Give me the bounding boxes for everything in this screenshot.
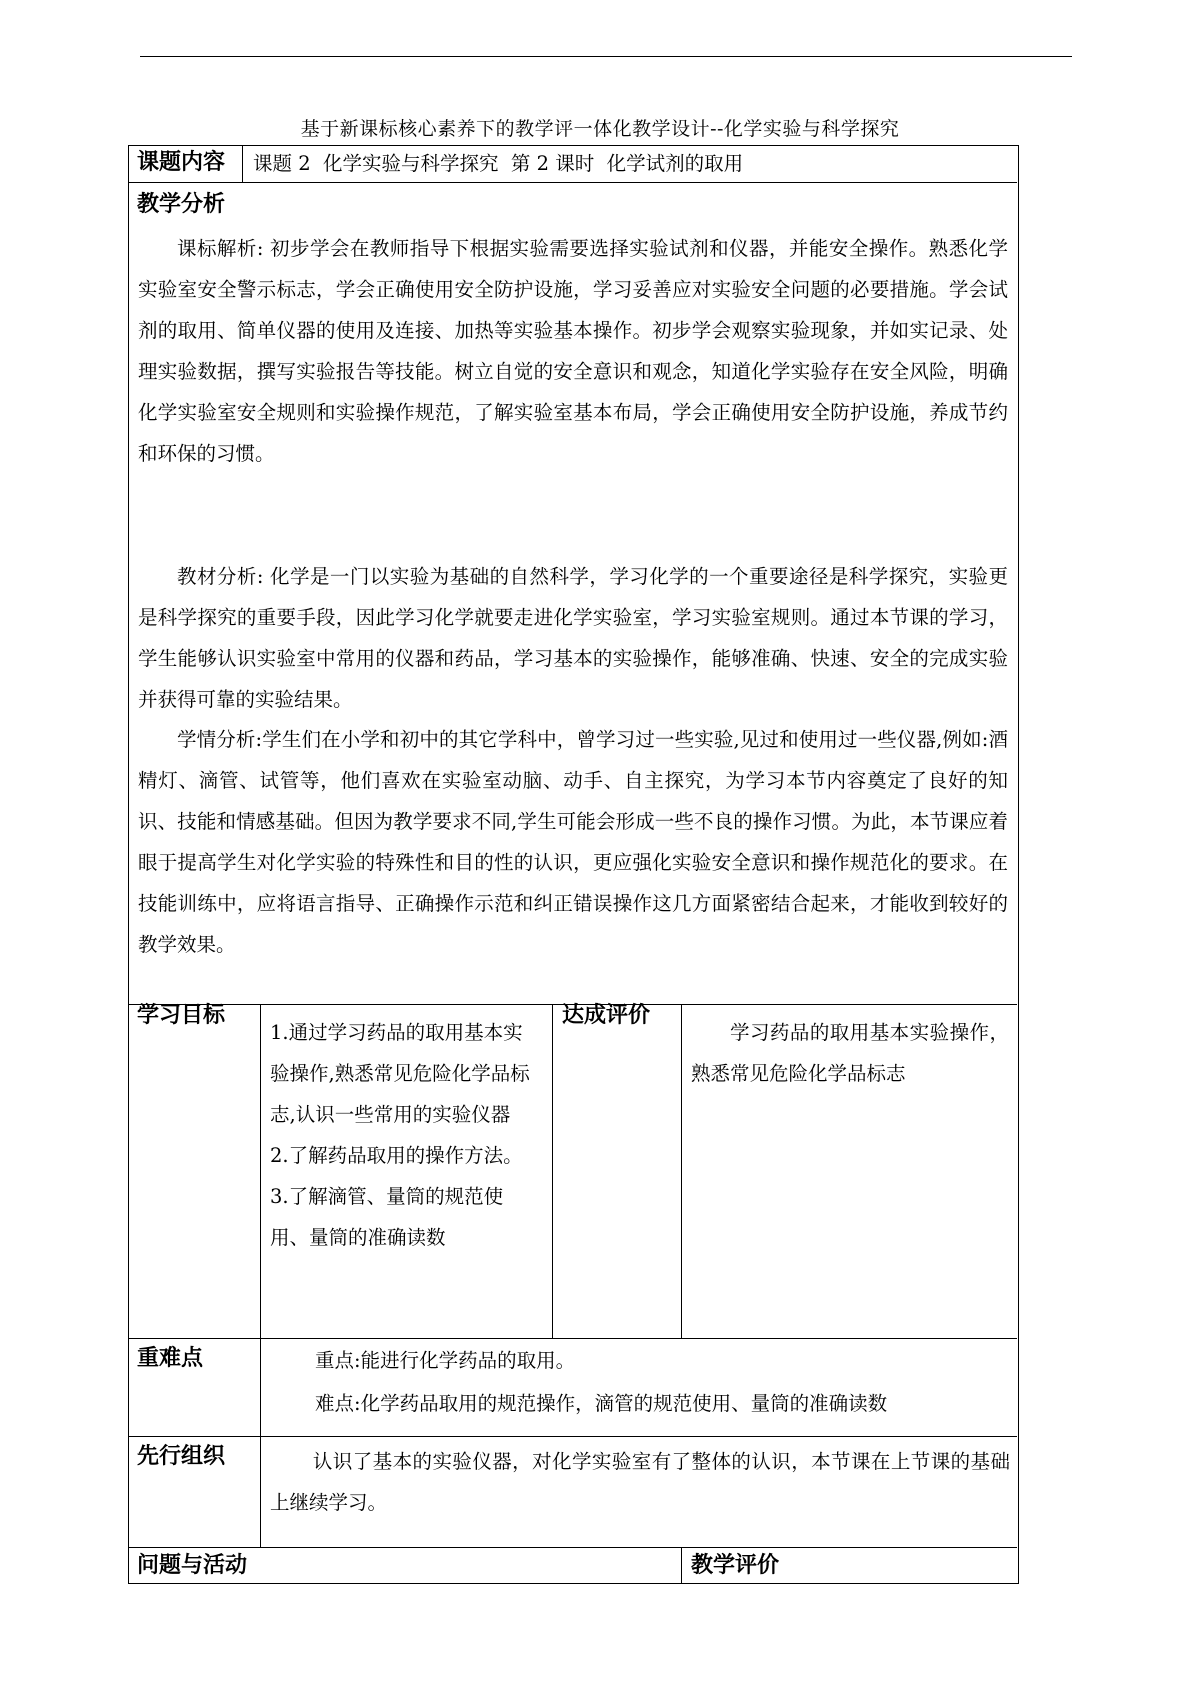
- analysis-student-paragraph: 学情分析:学生们在小学和初中的其它学科中，曾学习过一些实验,见过和使用过一些仪器,例如:酒精灯、滴管、试管等，他们喜欢在实验室动脑、动手、自主探究，为学习本节内容奠定了良好的知识、技能和情感基础。但因为教学要求不同,学生可能会形成一些不良的操作习惯。为此，本节课应着眼于提高学生对化学实验的特殊性和目的性的认识，更应强化实验安全意识和操作规范化的要求。在技能训练中，应将语言指导、正确操作示范和纠正错误操作这几方面紧密结合起来，才能收到较好的教学效果。: [138, 728, 1008, 956]
- col-divider: [552, 1004, 553, 1338]
- objectives-label: 学习目标: [137, 1003, 226, 1028]
- col-divider: [681, 1004, 682, 1338]
- row-divider: [129, 1338, 1017, 1339]
- key-point: 重点:能进行化学药品的取用。: [315, 1349, 576, 1372]
- objective-item: 1.通过学习药品的取用基本实验操作,熟悉常见危险化学品标志,认识一些常用的实验仪器: [270, 1021, 530, 1126]
- objective-item: 2.了解药品取用的操作方法。: [270, 1144, 523, 1167]
- document-title: 基于新课标核心素养下的教学评一体化教学设计--化学实验与科学探究: [300, 118, 900, 140]
- row-divider: [129, 1547, 1017, 1548]
- objectives-list: [270, 1012, 542, 1258]
- analysis-heading: 教学分析: [137, 192, 226, 217]
- topic-label: 课题内容: [137, 150, 226, 175]
- col-divider: [242, 146, 243, 182]
- evaluation-label: 教学评价: [691, 1553, 780, 1578]
- lesson-plan-table: [128, 145, 1019, 1584]
- objective-item: 3.了解滴管、量筒的规范使用、量筒的准确读数: [270, 1185, 504, 1249]
- analysis-curriculum-paragraph: 课标解析: 初步学会在教师指导下根据实验需要选择实验试剂和仪器，并能安全操作。熟悉化学实验室安全警示标志，学会正确使用安全防护设施，学习妥善应对实验安全问题的必要措施。学会试剂的取用、简单仪器的使用及连接、加热等实验基本操作。初步学会观察实验现象，并如实记录、处理实验数据，撰写实验报告等技能。树立自觉的安全意识和观念，知道化学实验存在安全风险，明确化学实验室安全规则和实验操作规范，了解实验室基本布局，学会正确使用安全防护设施，养成节约和环保的习惯。: [138, 237, 1008, 465]
- key-points-label: 重难点: [137, 1346, 204, 1371]
- prior-label: 先行组织: [137, 1444, 226, 1469]
- activities-label: 问题与活动: [137, 1553, 248, 1578]
- assessment-value: 学习药品的取用基本实验操作，熟悉常见危险化学品标志: [691, 1021, 1009, 1085]
- prior-value: 认识了基本的实验仪器，对化学实验室有了整体的认识，本节课在上节课的基础上继续学习。: [270, 1450, 1010, 1514]
- col-divider: [681, 1547, 682, 1584]
- topic-value: 课题 2 化学实验与科学探究 第 2 课时 化学试剂的取用: [253, 152, 744, 175]
- row-divider: [129, 182, 1017, 183]
- difficult-point: 难点:化学药品取用的规范操作，滴管的规范使用、量筒的准确读数: [315, 1392, 888, 1415]
- header-rule: [140, 56, 1072, 57]
- col-divider: [260, 1004, 261, 1547]
- row-divider: [129, 1436, 1017, 1437]
- assessment-label: 达成评价: [562, 1003, 651, 1028]
- analysis-textbook-paragraph: 教材分析: 化学是一门以实验为基础的自然科学，学习化学的一个重要途径是科学探究，实验更是科学探究的重要手段，因此学习化学就要走进化学实验室，学习实验室规则。通过本节课的学习，学生能够认识实验室中常用的仪器和药品，学习基本的实验操作，能够准确、快速、安全的完成实验并获得可靠的实验结果。: [138, 565, 1008, 711]
